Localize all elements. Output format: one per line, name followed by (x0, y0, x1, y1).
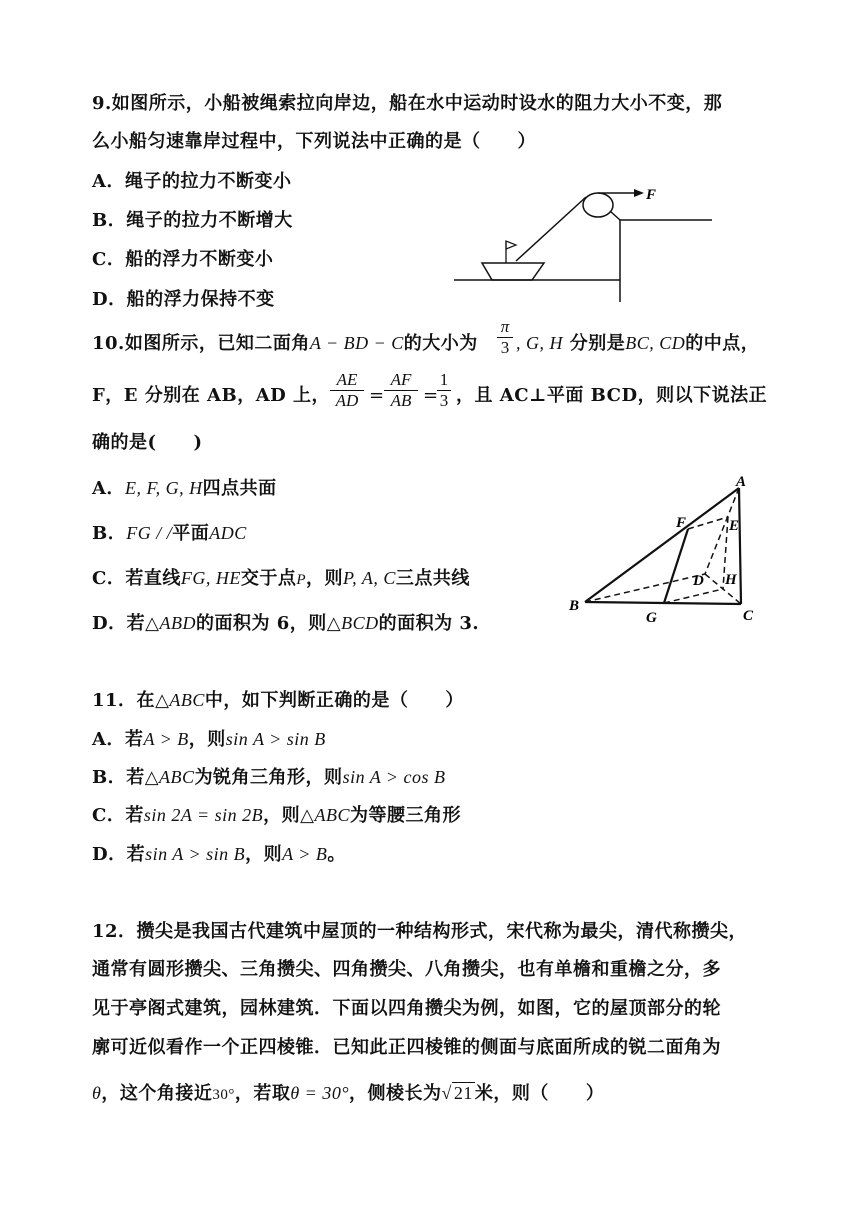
q12-line5-a: ，这个角接近 (101, 1083, 213, 1104)
q10-stem1-e: 的中点， (685, 333, 760, 354)
q12-theta: θ (92, 1083, 102, 1103)
q10-option-c (92, 566, 470, 592)
q10-option-b (92, 521, 247, 546)
q10-a-math: E, F, G, H (124, 478, 203, 498)
q10-tetrahedron-figure (565, 472, 765, 630)
q12-line2: 通常有圆形攒尖、三角攒尖、四角攒尖、八角攒尖，也有单檐和重檐之分，多 (92, 959, 721, 980)
q9-option-b: B．绳子的拉力不断增大 (92, 210, 293, 231)
q10-b-mid: 平面 (172, 523, 210, 544)
q9-option-d: D．船的浮力保持不变 (92, 289, 275, 310)
q11-b-m1: △ABC (144, 767, 195, 787)
q10-stem2-a: F，E 分别在 AB，AD 上， (92, 385, 331, 406)
q12-theta-eq: θ = 30° (290, 1083, 350, 1103)
q10-label-c: C (743, 608, 754, 624)
q9-boat-pulley-figure (440, 175, 730, 310)
q10-c-math2: P (296, 572, 306, 588)
q11-c-mid: ，则 (263, 805, 301, 826)
q10-stem2-b: ，且 AC⊥平面 BCD，则以下说法正 (456, 385, 768, 406)
q10-stem1-a: 10.如图所示，已知二面角 (92, 333, 310, 354)
q11-a-pre: A．若 (92, 729, 144, 750)
q12-line5-d: 米，则（ ） (474, 1083, 605, 1104)
q12-sqrt: √ 21 (441, 1083, 473, 1103)
q10-c-post: 三点共线 (395, 568, 470, 589)
q10-d-math: △ABD (145, 613, 196, 633)
q10-frac3-den: 3 (439, 391, 449, 410)
q9-figure-label-f: F (646, 187, 657, 203)
q11-d-m1: sin A > sin B (145, 844, 246, 864)
q10-a-post: 四点共面 (202, 478, 277, 499)
q11-a-mid: ，则 (188, 729, 226, 750)
q11-d-mid: ，则 (245, 844, 283, 865)
q10-option-a (92, 476, 277, 501)
q12-line5-b: ，若取 (234, 1083, 291, 1104)
q11-c-pre: C．若 (92, 805, 144, 826)
q12-line1: 12．攒尖是我国古代建筑中屋顶的一种结构形式，宋代称为最尖，清代称攒尖， (92, 921, 748, 942)
q9-option-c: C．船的浮力不断变小 (92, 249, 274, 270)
q10-dihedral-angle: A − BD − C (309, 333, 404, 353)
q11-option-b (92, 765, 446, 790)
q10-d-mid: 的面积为 6，则 (195, 613, 327, 634)
q10-frac3-num: 1 (437, 370, 451, 391)
q10-label-f: F (676, 515, 687, 531)
q10-c-mid: 交于点 (240, 568, 297, 589)
q10-c-mid2: ，则 (306, 568, 343, 589)
q10-fraction-pi-over-3 (497, 317, 513, 358)
q11-stem (92, 688, 464, 713)
q9-stem-line2: 么小船匀速靠岸过程中，下列说法中正确的是（ ） (92, 131, 536, 152)
q12-line3: 见于亭阁式建筑，园林建筑．下面以四角攒尖为例，如图，它的屋顶部分的轮 (92, 998, 721, 1019)
q11-c-m1: sin 2A = sin 2B (143, 805, 264, 825)
q10-a-pre: A． (92, 478, 125, 499)
q10-fraction-af-ab (384, 370, 418, 411)
q10-label-d: D (693, 573, 704, 589)
q10-b-math2: ADC (209, 523, 247, 543)
q11-option-a (92, 727, 326, 752)
q10-equals-2: = (423, 385, 439, 406)
q11-c-m2: △ABC (300, 805, 350, 825)
q11-b-pre: B．若 (92, 767, 145, 788)
q12-line4: 廓可近似看作一个正四棱锥．已知此正四棱锥的侧面与底面所成的锐二面角为 (92, 1037, 721, 1058)
q11-d-post: 。 (327, 844, 346, 865)
q10-d-pre: D．若 (92, 613, 146, 634)
q10-stem-line1-cont (516, 331, 759, 356)
q11-a-m1: A > B (143, 729, 189, 749)
q10-frac1-num: AE (330, 370, 364, 391)
q12-30deg: 30° (212, 1087, 235, 1103)
q10-label-e: E (729, 518, 740, 534)
q9-option-a: A．绳子的拉力不断变小 (92, 171, 292, 192)
q10-d-math2: △BCD (326, 613, 379, 633)
q11-stem-a: 11．在 (92, 690, 156, 711)
q11-stem-b: 中，如下判断正确的是（ ） (204, 690, 464, 711)
q11-c-post: 为等腰三角形 (350, 805, 461, 826)
q10-b-pre: B． (92, 523, 127, 544)
q10-c-math3: P, A, C (343, 568, 396, 588)
q10-frac-pi-den: 3 (500, 338, 510, 357)
q11-d-pre: D．若 (92, 844, 146, 865)
q10-stem-line1 (92, 331, 478, 356)
q10-fraction-one-third (437, 370, 451, 411)
q11-b-mid: 为锐角三角形，则 (194, 767, 343, 788)
q10-label-h: H (725, 572, 737, 588)
q10-frac1-den: AD (335, 391, 359, 410)
q11-stem-math: △ABC (155, 690, 205, 710)
q11-a-m2: sin A > sin B (225, 729, 326, 749)
q9-stem-line1: 9.如图所示，小船被绳索拉向岸边，船在水中运动时设水的阻力大小不变，那 (92, 93, 723, 114)
q10-c-pre: C．若直线 (92, 568, 181, 589)
q12-sqrt-value: 21 (453, 1083, 473, 1103)
q10-c-math: FG, HE (180, 568, 241, 588)
q10-option-d (92, 611, 479, 636)
q10-stem3: 确的是( ) (92, 432, 203, 453)
q10-stem1-d: 分别是 (569, 333, 626, 354)
q12-line5-c: ，侧棱长为 (349, 1083, 442, 1104)
q10-label-a: A (736, 474, 747, 490)
q10-d-post: 的面积为 3. (378, 613, 480, 634)
q10-fraction-ae-ad (330, 370, 364, 411)
q10-frac2-num: AF (384, 370, 418, 391)
q11-b-m2: sin A > cos B (342, 767, 446, 787)
q10-gh: , G, H (516, 333, 563, 353)
q10-bc-cd: BC, CD (625, 333, 686, 353)
q11-option-d (92, 842, 346, 867)
q10-equals-1: = (369, 385, 385, 406)
q10-frac2-den: AB (390, 391, 412, 410)
q10-b-math: FG / / (126, 523, 173, 543)
q10-label-g: G (646, 610, 657, 626)
q11-option-c (92, 803, 461, 828)
q10-label-b: B (569, 598, 580, 614)
q11-d-m2: A > B (282, 844, 328, 864)
q10-stem1-b: 的大小为 (403, 333, 478, 354)
q12-line5 (92, 1081, 604, 1107)
q10-frac-pi-num: π (497, 317, 513, 338)
